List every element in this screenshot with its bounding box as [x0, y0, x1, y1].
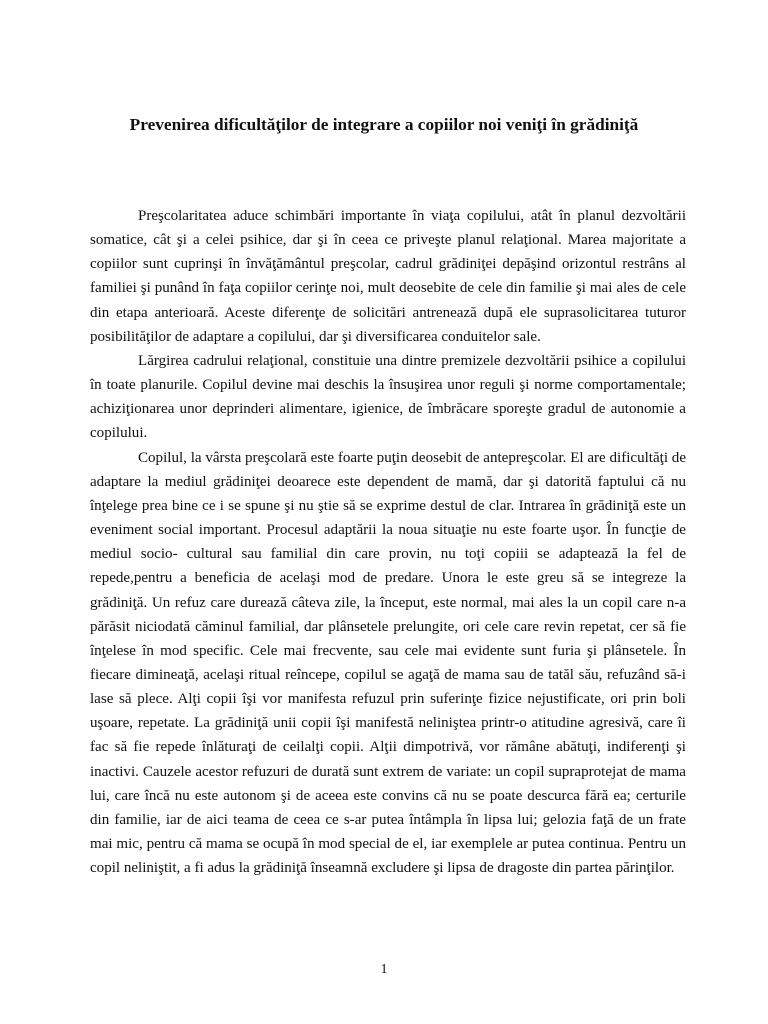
document-title: Prevenirea dificultăţilor de integrare a copiilor noi veniţi în grădiniţă [129, 115, 639, 134]
paragraph-1: Preşcolaritatea aduce schimbări importante în viaţa copilului, atât în planul dezvoltării somatice, cât şi a celei psihice, dar şi în ceea ce priveşte planul relaţional. Marea majoritate a copiilor sunt cuprinşi în învăţământul preşcolar, cadrul grădiniţei depăşind orizontul restrâns al familiei şi punând în faţa copiilor cerinţe noi, mult deosebite de cele din familie şi mai ales de cele din etapa anterioară. Aceste diferenţe de solicitări antrenează după ele suprasolicitarea tuturor posibilităţilor de adaptare a copilului, dar şi diversificarea conduitelor sale. [90, 208, 686, 345]
paragraph-3: Copilul, la vârsta preşcolară este foarte puţin deosebit de antepreşcolar. El are dificultăţi de adaptare la mediul grădiniţei deoarece este dependent de mamă, dar şi datorită faptului că nu înţelege prea bine ce i se spune şi nu ştie să se exprime destul de clar. Intrarea în grădiniţă este un eveniment social important. Procesul adaptării la noua situaţie nu este foarte uşor. În funcţie de mediul socio- cultural sau familial din care provin, nu toţi copiii se adaptează la fel de repede,pentru a beneficia de acelaşi mod de predare. Unora le este greu să se integreze la grădiniţă. Un refuz care durează câteva zile, la început, este normal, mai ales la un copil care n-a părăsit niciodată căminul familial, dar plânsetele prelungite, ori cele care revin repetat, cer să fie înţelese în mod specific. Cele mai frecvente, sau cele mai evidente sunt furia şi plânsetele. În fiecare dimineaţă, acelaşi ritual reîncepe, copilul se agaţă de mama sau de tatăl său, refuzând să-i lase să plece. Alţi copii îşi vor manifesta refuzul prin suferinţe fizice nejustificate, ori prin boli uşoare, repetate. La grădiniţă unii copii îşi manifestă neliniştea printr-o atitudine agresivă, care îi fac să fie repede înlăturaţi de ceilalţi copii. Alţii dimpotrivă, vor rămâne abătuţi, indiferenţi şi inactivi. Cauzele acestor refuzuri de durată sunt extrem de variate: un copil supraprotejat de mama lui, care încă nu este autonom şi de aceea este convins că nu se poate descurca fără ea; certurile din familie, iar de aici teama de ceea ce s-ar putea întâmpla în lipsa lui; gelozia faţă de un frate mai mic, pentru că mama se ocupă în mod special de el, iar exemplele ar putea continua. Pentru un copil neliniştit, a fi adus la grădiniţă înseamnă excludere şi lipsa de dragoste din partea părinţilor. [90, 449, 686, 877]
page-number: 1 [380, 962, 388, 977]
paragraph-2: Lărgirea cadrului relaţional, constituie una dintre premizele dezvoltării psihice a copilului în toate planurile. Copilul devine mai deschis la însuşirea unor reguli şi norme comportamentale; achiziţionarea unor deprinderi alimentare, igienice, de îmbrăcare sporeşte gradul de autonomie a copilului. [90, 352, 686, 442]
document-body [90, 204, 686, 880]
